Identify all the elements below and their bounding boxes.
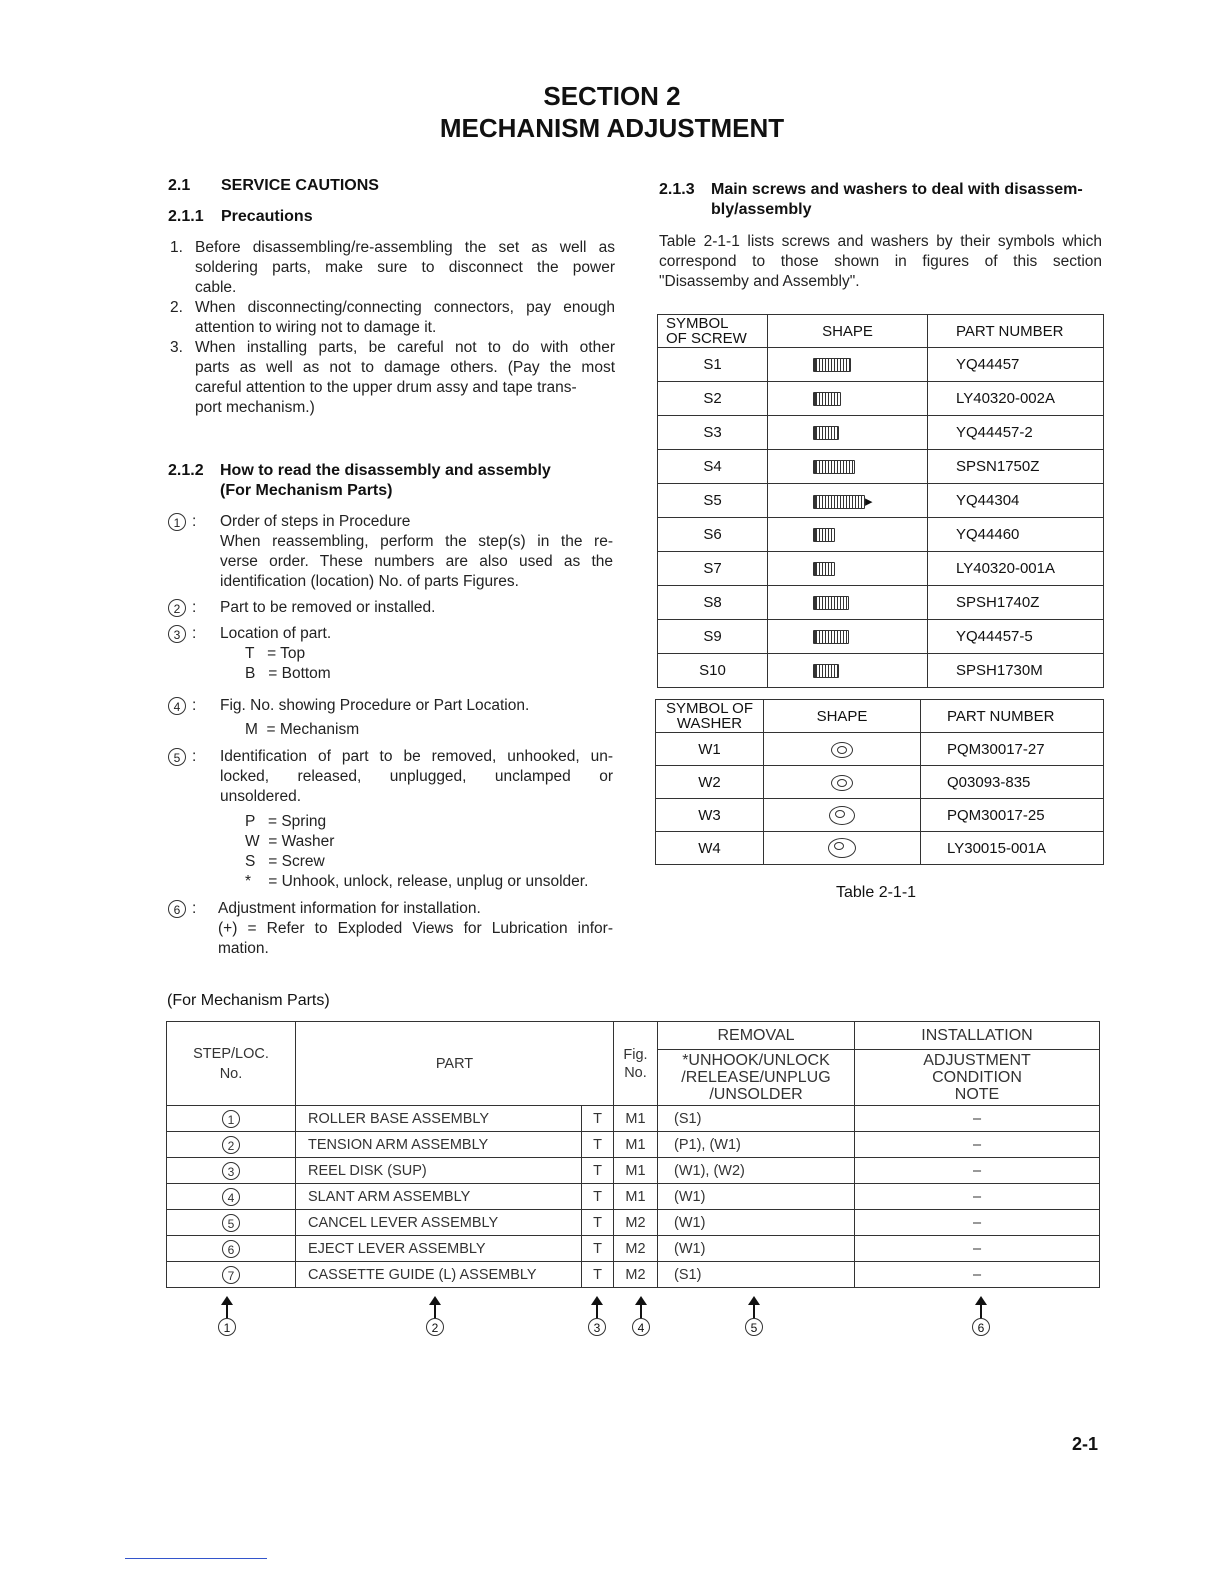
table-row: 2 TENSION ARM ASSEMBLY T M1 (P1), (W1) –	[167, 1132, 1100, 1158]
screw-shape-icon	[813, 392, 841, 406]
table-row: 4 SLANT ARM ASSEMBLY T M1 (W1) –	[167, 1184, 1100, 1210]
circled-number: 6	[972, 1318, 990, 1336]
circled-number: 2	[426, 1318, 444, 1336]
table-row: S9 YQ44457-5	[658, 620, 1104, 654]
legend-item-3: 3 : Location of part. T = Top B = Bottom	[168, 624, 613, 684]
header-part-number: PART NUMBER	[928, 315, 1104, 348]
mechanism-parts-table	[166, 1021, 1100, 1288]
washer-table-header	[656, 700, 1104, 733]
table-row: W3 PQM30017-25	[656, 799, 1104, 832]
section-number: SECTION 2	[543, 81, 681, 111]
screw-shape-icon	[813, 630, 849, 644]
screw-shape-icon	[813, 528, 835, 542]
screw-table	[657, 314, 1104, 688]
header-symbol-of-screw: SYMBOL OF SCREW	[658, 315, 768, 348]
table-row: 6 EJECT LEVER ASSEMBLY T M2 (W1) –	[167, 1236, 1100, 1262]
washer-shape-icon	[828, 838, 856, 858]
table-row: W4 LY30015-001A	[656, 832, 1104, 865]
column-pointer-4	[626, 1296, 656, 1337]
screw-shape-icon	[813, 495, 865, 509]
page-title: MECHANISM ADJUSTMENT	[439, 113, 785, 143]
step-number: 7	[222, 1266, 240, 1284]
heading-2-1-number: 2.1	[168, 177, 191, 194]
table-row: S2 LY40320-002A	[658, 382, 1104, 416]
washer-shape-icon	[829, 806, 855, 825]
legend-item-1: 1 : Order of steps in Procedure When reassembling, perform the step(s) in the re- verse order. These numbers are also used as the identification (location) No. of parts Figures.	[168, 512, 613, 592]
screw-shape-icon	[813, 664, 839, 678]
table-row: S3 YQ44457-2	[658, 416, 1104, 450]
precaution-item: 3. When installing parts, be careful not to do with other parts as well as not to damage others. (Pay the most careful attention to the upper drum assy and tape trans- port mechanism.)	[170, 339, 615, 416]
column-pointer-3	[582, 1296, 612, 1337]
heading-how-to-read-sub: (For Mechanism Parts)	[220, 482, 393, 499]
arrow-up-icon	[429, 1296, 441, 1305]
header-step-loc: STEP/LOC. No.	[167, 1022, 296, 1106]
circled-number: 3	[588, 1318, 606, 1336]
table-row: 3 REEL DISK (SUP) T M1 (W1), (W2) –	[167, 1158, 1100, 1184]
heading-main-screws-sub: bly/assembly	[711, 201, 812, 218]
circled-number: 6	[168, 900, 186, 918]
table-row: W1 PQM30017-27	[656, 733, 1104, 766]
screw-shape-icon	[813, 562, 835, 576]
table-row: S7 LY40320-001A	[658, 552, 1104, 586]
column-pointer-5	[739, 1296, 769, 1337]
circled-number: 4	[168, 697, 186, 715]
arrow-up-icon	[975, 1296, 987, 1305]
step-number: 5	[222, 1214, 240, 1232]
mechanism-table-header	[167, 1022, 1100, 1050]
header-installation-detail: ADJUSTMENT CONDITION NOTE	[855, 1050, 1100, 1106]
page-number: 2-1	[1072, 1434, 1099, 1454]
table-row: S1 YQ44457	[658, 348, 1104, 382]
washer-shape-icon	[831, 775, 853, 791]
screw-shape-icon	[813, 426, 839, 440]
header-part: PART	[296, 1022, 614, 1106]
screw-shape-icon	[813, 460, 855, 474]
mechanism-table-label: (For Mechanism Parts)	[167, 992, 330, 1009]
column-pointer-6	[966, 1296, 996, 1337]
step-number: 6	[222, 1240, 240, 1258]
heading-2-1-1-number: 2.1.1	[168, 208, 204, 225]
header-shape: SHAPE	[768, 315, 928, 348]
table-row: S6 YQ44460	[658, 518, 1104, 552]
step-number: 4	[222, 1188, 240, 1206]
washer-shape-icon	[831, 742, 853, 758]
header-part-number: PART NUMBER	[921, 700, 1104, 733]
table-intro: Table 2-1-1 lists screws and washers by their symbols which correspond to those shown in figures of this section "Disassemby and Assembly".	[659, 233, 1102, 290]
heading-main-screws: Main screws and washers to deal with disassem-	[711, 181, 1083, 198]
header-symbol-of-washer: SYMBOL OF WASHER	[656, 700, 764, 733]
precautions-list	[170, 238, 615, 418]
screw-shape-icon	[813, 596, 849, 610]
column-pointer-2	[420, 1296, 450, 1337]
circled-number: 5	[745, 1318, 763, 1336]
step-number: 2	[222, 1136, 240, 1154]
table-caption: Table 2-1-1	[836, 884, 917, 901]
header-shape: SHAPE	[764, 700, 921, 733]
footer-divider	[125, 1558, 267, 1559]
header-fig-no: Fig. No.	[614, 1022, 658, 1106]
arrow-up-icon	[748, 1296, 760, 1305]
legend-item-6: 6 : Adjustment information for installation. (+) = Refer to Exploded Views for Lubrication infor- mation.	[168, 899, 613, 959]
heading-how-to-read: How to read the disassembly and assembly	[220, 462, 551, 479]
heading-2-1-3-number: 2.1.3	[659, 181, 695, 198]
heading-precautions: Precautions	[221, 208, 313, 225]
table-row: 7 CASSETTE GUIDE (L) ASSEMBLY T M2 (S1) –	[167, 1262, 1100, 1288]
heading-service-cautions: SERVICE CAUTIONS	[221, 177, 379, 194]
circled-number: 2	[168, 599, 186, 617]
arrow-up-icon	[221, 1296, 233, 1305]
table-row: S4 SPSN1750Z	[658, 450, 1104, 484]
step-number: 3	[222, 1162, 240, 1180]
arrow-up-icon	[591, 1296, 603, 1305]
table-row: S10 SPSH1730M	[658, 654, 1104, 688]
circled-number: 4	[632, 1318, 650, 1336]
screw-shape-icon	[813, 358, 851, 372]
header-removal-detail: *UNHOOK/UNLOCK /RELEASE/UNPLUG /UNSOLDER	[658, 1050, 855, 1106]
table-row: 1 ROLLER BASE ASSEMBLY T M1 (S1) –	[167, 1106, 1100, 1132]
circled-number: 3	[168, 625, 186, 643]
arrow-up-icon	[635, 1296, 647, 1305]
header-removal: REMOVAL	[658, 1022, 855, 1050]
step-number: 1	[222, 1110, 240, 1128]
heading-2-1-2-number: 2.1.2	[168, 462, 204, 479]
legend-item-5: 5 : Identification of part to be removed, unhooked, un- locked, released, unplugged, unclamped or unsoldered. P = Spring W = Washer S = Screw * = Unhook, unlock, release, unplug or unsolder.	[168, 747, 613, 892]
precaution-item: 1. Before disassembling/re-assembling the set as well as soldering parts, make sure to disconnect the power cable.	[170, 239, 615, 296]
circled-number: 5	[168, 748, 186, 766]
table-row: S8 SPSH1740Z	[658, 586, 1104, 620]
legend-item-4: 4 : Fig. No. showing Procedure or Part Location. M = Mechanism	[168, 696, 613, 740]
circled-number: 1	[168, 513, 186, 531]
header-installation: INSTALLATION	[855, 1022, 1100, 1050]
washer-table	[655, 699, 1104, 865]
table-row: 5 CANCEL LEVER ASSEMBLY T M2 (W1) –	[167, 1210, 1100, 1236]
precaution-item: 2. When disconnecting/connecting connectors, pay enough attention to wiring not to damage it.	[170, 299, 615, 336]
circled-number: 1	[218, 1318, 236, 1336]
column-pointer-1	[212, 1296, 242, 1337]
table-row: W2 Q03093-835	[656, 766, 1104, 799]
legend-item-2: 2 : Part to be removed or installed.	[168, 598, 613, 618]
table-row: S5 ▸ YQ44304	[658, 484, 1104, 518]
screw-table-header	[658, 315, 1104, 348]
